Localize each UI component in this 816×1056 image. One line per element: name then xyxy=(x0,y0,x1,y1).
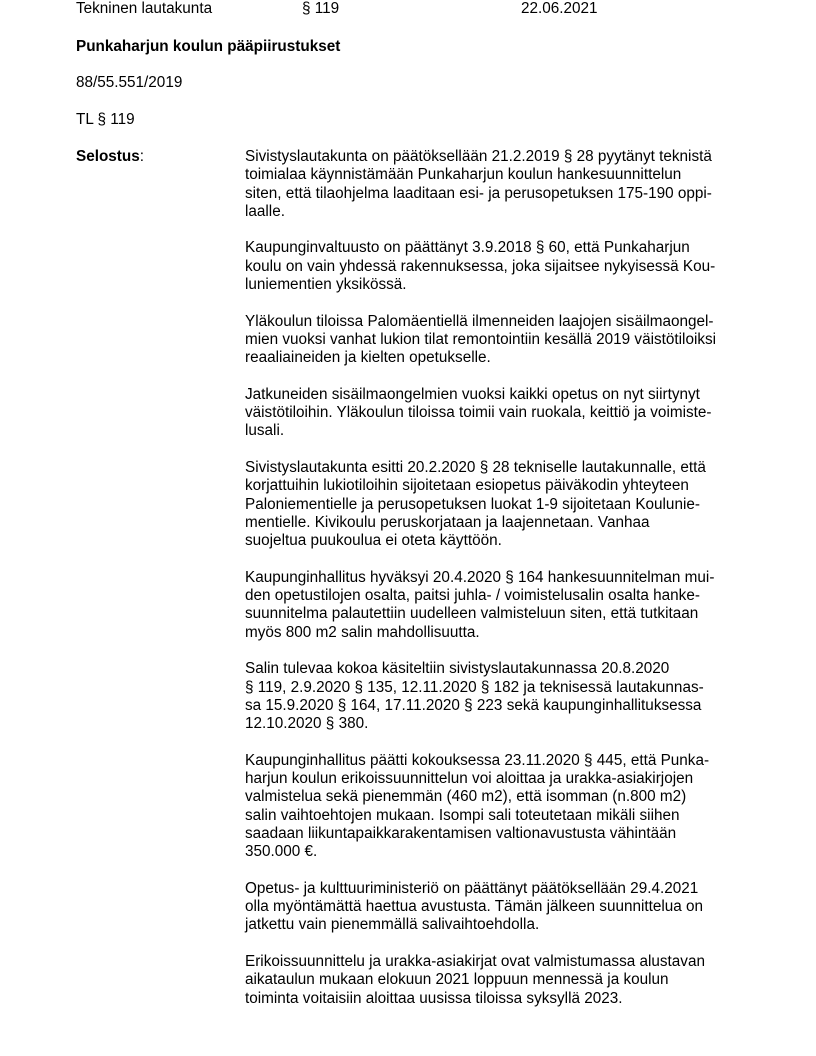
paragraph-line: § 119, 2.9.2020 § 135, 12.11.2020 § 182 ja teknisessä lautakunnas- xyxy=(245,678,704,696)
paragraph-line: 12.10.2020 § 380. xyxy=(245,715,369,733)
paragraph-line: myös 800 m2 salin mahdollisuutta. xyxy=(245,623,480,641)
paragraph-line: olla myöntämättä haettua avustusta. Tämän jälkeen suunnittelua on xyxy=(245,898,704,916)
paragraph-line: Erikoissuunnittelu ja urakka-asiakirjat ovat valmistumassa alustavan xyxy=(245,953,705,971)
paragraph-line: Salin tulevaa kokoa käsiteltiin sivistyslautakunnassa 20.8.2020 xyxy=(245,660,670,678)
paragraph-line: Yläkoulun tiloissa Palomäentiellä ilmenneiden laajojen sisäilmaongel- xyxy=(245,312,714,330)
document-number: 88/55.551/2019 xyxy=(76,74,183,91)
paragraph-line: saadaan liikuntapaikkarakentamisen valtionavustusta vähintään xyxy=(245,824,677,842)
paragraph-line: aikataulun mukaan elokuun 2021 loppuun mennessä ja koulun xyxy=(245,971,669,989)
paragraph-line: Kaupunginhallitus päätti kokouksessa 23.11.2020 § 445, että Punka- xyxy=(245,751,710,769)
paragraph-line: siten, että tilaohjelma laaditaan esi- ja perusopetuksen 175-190 oppi- xyxy=(245,184,712,202)
paragraph-line: väistötiloihin. Yläkoulun tiloissa toimii vain ruokala, keittiö ja voimiste- xyxy=(245,404,712,422)
explanation-paragraph xyxy=(245,239,745,294)
explanation-paragraph xyxy=(245,386,745,441)
paragraph-line: mentielle. Kivikoulu peruskorjataan ja laajennetaan. Vanhaa xyxy=(245,513,650,531)
explanation-label xyxy=(76,148,144,166)
paragraph-line: suunnitelma palautettiin uudelleen valmisteluun siten, että tutkitaan xyxy=(245,605,699,623)
header-section-number: § 119 xyxy=(302,0,340,17)
explanation-paragraph xyxy=(245,752,745,862)
paragraph-line: valmistelua sekä pienemmän (460 m2), että isomman (n.800 m2) xyxy=(245,788,687,806)
paragraph-line: Kaupunginvaltuusto on päättänyt 3.9.2018 § 60, että Punkaharjun xyxy=(245,239,690,257)
paragraph-line: koulu on vain yhdessä rakennuksessa, joka sijaitsee nykyisessä Kou- xyxy=(245,257,716,275)
paragraph-line: Sivistyslautakunta esitti 20.2.2020 § 28 tekniselle lautakunnalle, että xyxy=(245,459,706,477)
paragraph-line: Sivistyslautakunta on päätöksellään 21.2.2019 § 28 pyytänyt teknistä xyxy=(245,148,712,165)
paragraph-line: 350.000 €. xyxy=(245,843,318,861)
explanation-body xyxy=(245,148,745,1026)
explanation-paragraph xyxy=(245,953,745,1008)
page-header xyxy=(0,0,816,20)
paragraph-line: korjattuihin lukiotiloihin sijoitetaan esiopetus päiväkodin yhteyteen xyxy=(245,477,689,495)
paragraph-line: den opetustilojen osalta, paitsi juhla- / voimistelusalin osalta hanke- xyxy=(245,587,700,605)
explanation-paragraph xyxy=(245,313,745,368)
explanation-label-text: Selostus xyxy=(76,148,140,165)
header-board-name: Tekninen lautakunta xyxy=(76,0,213,17)
paragraph-line: Jatkuneiden sisäilmaongelmien vuoksi kaikki opetus on nyt siirtynyt xyxy=(245,385,700,403)
document-title: Punkaharjun koulun pääpiirustukset xyxy=(76,38,341,55)
paragraph-line: toimialaa käynnistämään Punkaharjun koulun hankesuunnittelun xyxy=(245,166,682,184)
paragraph-line: laalle. xyxy=(245,202,285,220)
explanation-paragraph xyxy=(245,880,745,935)
paragraph-line: sa 15.9.2020 § 164, 17.11.2020 § 223 sekä kaupunginhallituksessa xyxy=(245,696,702,714)
paragraph-line: suojeltua puukoulua ei oteta käyttöön. xyxy=(245,532,502,550)
paragraph-line: salin vaihtoehtojen mukaan. Isompi sali toteutetaan mikäli siihen xyxy=(245,806,680,824)
paragraph-line: Kaupunginhallitus hyväksyi 20.4.2020 § 164 hankesuunnitelman mui- xyxy=(245,568,715,586)
explanation-paragraph xyxy=(245,660,745,733)
paragraph-line: mien vuoksi vanhat lukion tilat remontointiin kesällä 2019 väistötiloiksi xyxy=(245,330,717,348)
paragraph-line: luniementien yksikössä. xyxy=(245,276,407,294)
paragraph-line: Paloniementielle ja perusopetuksen luokat 1-9 sijoitetaan Koulunie- xyxy=(245,495,700,513)
explanation-paragraph xyxy=(245,459,745,550)
paragraph-line: Opetus- ja kulttuuriministeriö on päättänyt päätöksellään 29.4.2021 xyxy=(245,879,699,897)
paragraph-line: jatkettu vain pienemmällä salivaihtoehdolla. xyxy=(245,916,540,934)
explanation-label-colon: : xyxy=(139,148,145,165)
explanation-paragraph xyxy=(245,569,745,642)
section-reference: TL § 119 xyxy=(76,111,135,128)
paragraph-line: reaaliaineiden ja kielten opetukselle. xyxy=(245,349,491,367)
header-date: 22.06.2021 xyxy=(521,0,598,17)
paragraph-line: harjun koulun erikoissuunnittelun voi aloittaa ja urakka-asiakirjojen xyxy=(245,770,694,788)
paragraph-line: lusali. xyxy=(245,422,285,440)
paragraph-line: toiminta voitaisiin aloittaa uusissa tiloissa syksyllä 2023. xyxy=(245,989,623,1007)
explanation-paragraph xyxy=(245,148,745,221)
